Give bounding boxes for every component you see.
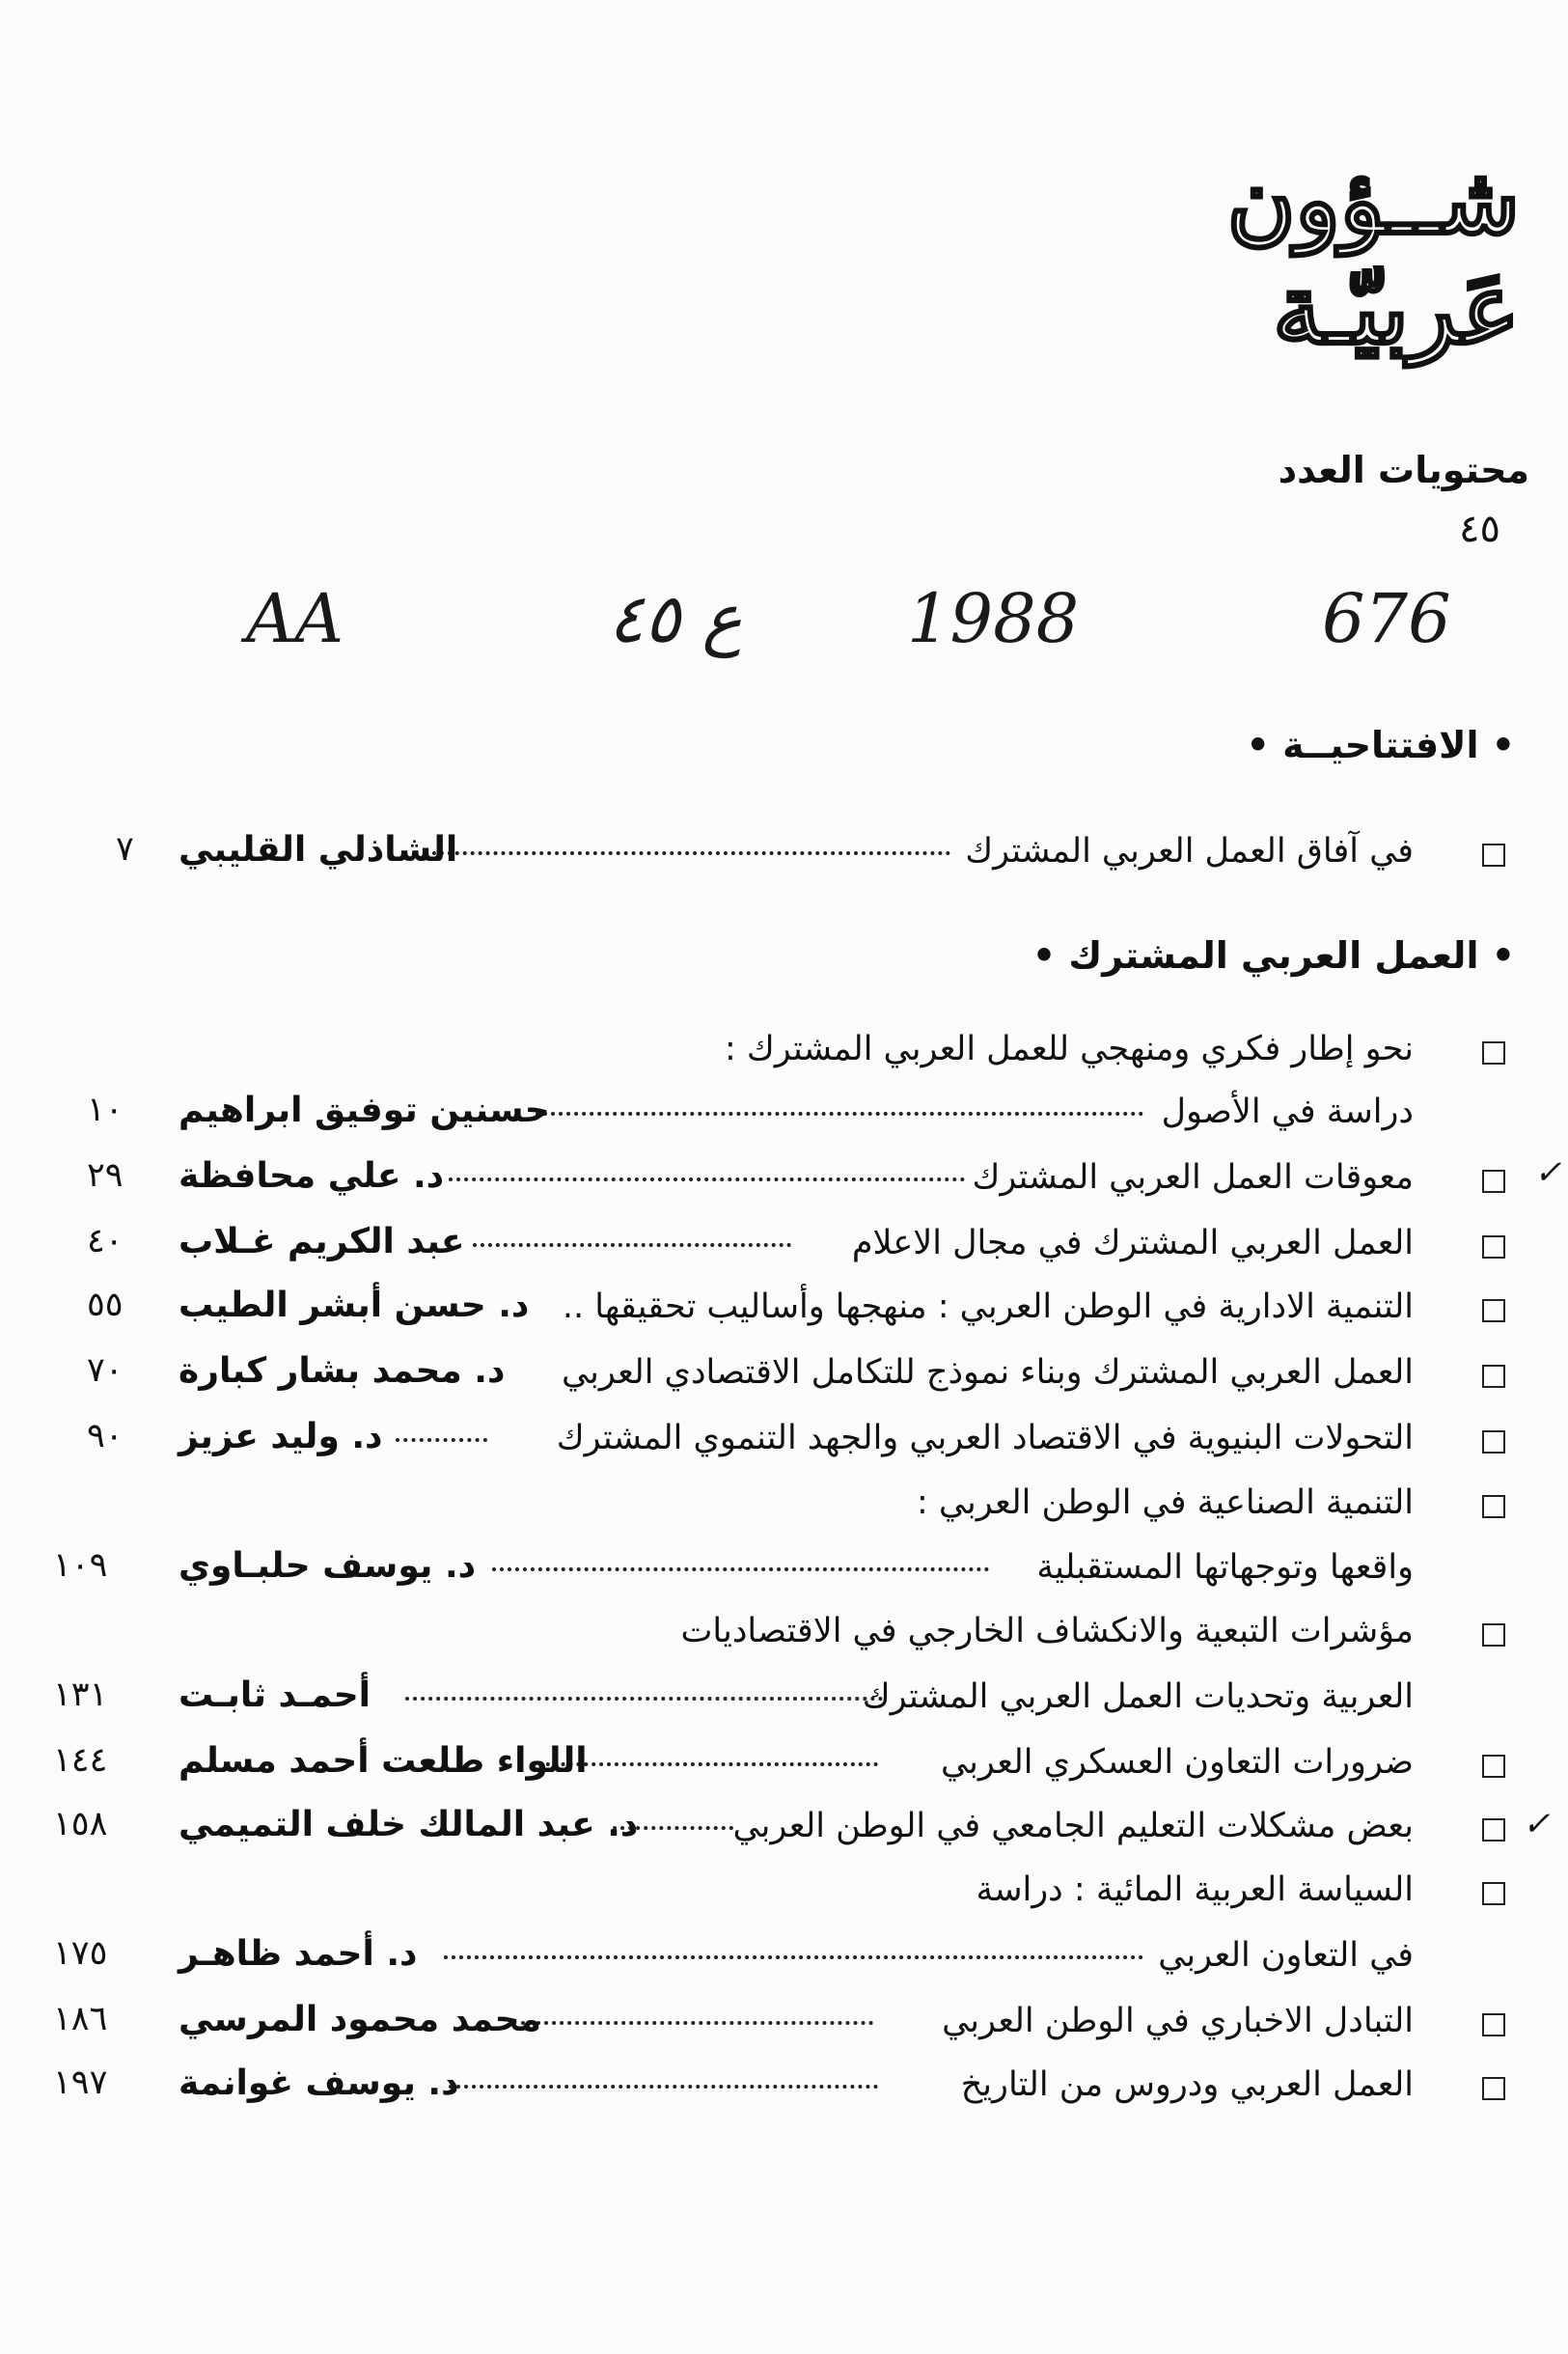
entry-page: ١٣١: [53, 1675, 108, 1714]
entry-author: حسنين توفيق ابراهيم: [179, 1091, 550, 1130]
entry-author: د. محمد بشار كبارة: [179, 1351, 506, 1391]
entry-title: بعض مشكلات التعليم الجامعي في الوطن العربي: [732, 1807, 1414, 1845]
issue-number: ٤٥: [1459, 507, 1500, 551]
toc-entry[interactable]: [0, 1741, 1568, 1795]
entry-author: د. يوسف حلبـاوي: [179, 1546, 477, 1586]
entry-page: ٩٠: [87, 1417, 124, 1455]
dot-leader: [405, 1697, 883, 1701]
checkbox-icon: [1482, 1041, 1505, 1065]
dot-leader: [449, 1177, 965, 1181]
entry-author: د. وليد عزيز: [179, 1417, 383, 1456]
entry-title: دراسة في الأصول: [1161, 1093, 1414, 1131]
toc-entry[interactable]: [0, 1091, 1568, 1145]
entry-page: ١٩٧: [53, 2063, 108, 2102]
entry-title: السياسة العربية المائية : دراسة: [976, 1870, 1414, 1909]
toc-entry[interactable]: [0, 2000, 1568, 2054]
entry-author: د. حسن أبشر الطيب: [179, 1286, 530, 1325]
dot-leader: [449, 2085, 878, 2089]
entry-author: اللواء طلعت أحمد مسلم: [179, 1741, 588, 1781]
entry-author: د. علي محافظة: [179, 1156, 445, 1196]
toc-entry[interactable]: [0, 1675, 1568, 1730]
entry-page: ٢٩: [87, 1156, 124, 1195]
checkbox-icon: [1482, 1818, 1505, 1842]
entry-title: العمل العربي المشترك في مجال الاعلام: [851, 1224, 1414, 1262]
entry-author: عبد الكريم غـلاب: [179, 1222, 465, 1261]
handwritten-note: AA: [246, 579, 344, 658]
margin-mark: ✓: [1534, 1153, 1562, 1192]
entry-page: ٥٥: [87, 1286, 124, 1324]
toc-entry[interactable]: [0, 1610, 1568, 1664]
entry-author: د. عبد المالك خلف التميمي: [179, 1805, 639, 1844]
entry-author: د. أحمد ظاهـر: [179, 1934, 418, 1974]
entry-title: في التعاون العربي: [1158, 1936, 1414, 1975]
toc-entry[interactable]: [0, 1286, 1568, 1340]
toc-entry[interactable]: [0, 1805, 1568, 1859]
handwritten-note: 676: [1322, 579, 1451, 658]
checkbox-icon: [1482, 1495, 1505, 1518]
toc-entry[interactable]: [0, 1934, 1568, 1988]
toc-entry[interactable]: [0, 1482, 1568, 1536]
entry-title: العمل العربي ودروس من التاريخ: [960, 2065, 1414, 2104]
dot-leader: [444, 1955, 1143, 1959]
logo-line-2: عَربيّـة: [1273, 252, 1520, 366]
entry-author: محمد محمود المرسي: [179, 2000, 541, 2039]
dot-leader: [521, 2021, 873, 2025]
entry-page: ١٠٩: [53, 1546, 108, 1585]
checkbox-icon: [1482, 1365, 1505, 1388]
entry-title: واقعها وتوجهاتها المستقبلية: [1036, 1548, 1414, 1587]
toc-entry[interactable]: [0, 2063, 1568, 2118]
margin-mark: ✓: [1523, 1805, 1551, 1843]
toc-entry[interactable]: [0, 830, 1568, 884]
entry-author: أحمـد ثابـت: [179, 1675, 371, 1715]
dot-leader: [492, 1567, 989, 1571]
toc-entry[interactable]: [0, 1156, 1568, 1210]
dot-leader: [425, 851, 950, 855]
checkbox-icon: [1482, 1170, 1505, 1193]
dot-leader: [396, 1438, 487, 1442]
handwritten-note: ع ٤٥: [608, 579, 743, 658]
toc-entry[interactable]: [0, 1417, 1568, 1471]
entry-title: التنمية الادارية في الوطن العربي : منهجها وأساليب تحقيقها ..: [562, 1288, 1414, 1326]
section-heading: • الافتتاحيــة •: [1246, 724, 1515, 766]
entry-title: ضرورات التعاون العسكري العربي: [940, 1743, 1414, 1782]
contents-title: محتويات العدد: [1278, 449, 1529, 491]
checkbox-icon: [1482, 1235, 1505, 1259]
entry-author: الشاذلي القليبي: [179, 830, 458, 870]
journal-logo: [1172, 146, 1520, 376]
entry-page: ١٨٦: [53, 2000, 108, 2038]
entry-page: ١٤٤: [53, 1741, 108, 1780]
dot-leader: [473, 1243, 791, 1247]
entry-title: معوقات العمل العربي المشترك: [972, 1158, 1414, 1197]
dot-leader: [536, 1112, 1143, 1116]
entry-page: ١٧٥: [53, 1934, 108, 1973]
toc-entry[interactable]: [0, 1351, 1568, 1405]
checkbox-icon: [1482, 1299, 1505, 1322]
checkbox-icon: [1482, 1623, 1505, 1647]
entry-page: ١٠: [87, 1091, 124, 1129]
entry-title: في آفاق العمل العربي المشترك: [965, 832, 1414, 871]
section-heading: • العمل العربي المشترك •: [1032, 934, 1515, 977]
handwritten-note: 1988: [907, 579, 1080, 658]
entry-page: ٧٠: [87, 1351, 124, 1390]
checkbox-icon: [1482, 1755, 1505, 1778]
entry-title: العمل العربي المشترك وبناء نموذج للتكامل الاقتصادي العربي: [561, 1353, 1414, 1392]
entry-title: التنمية الصناعية في الوطن العربي :: [916, 1483, 1414, 1522]
entry-title: العربية وتحديات العمل العربي المشترك: [862, 1677, 1414, 1716]
entry-title: التبادل الاخباري في الوطن العربي: [942, 2002, 1414, 2040]
entry-page: ١٥٨: [53, 1805, 108, 1843]
entry-author: د. يوسف غوانمة: [179, 2063, 459, 2103]
toc-entry[interactable]: [0, 1869, 1568, 1923]
entry-title: التحولات البنيوية في الاقتصاد العربي والجهد التنموي المشترك: [556, 1419, 1414, 1457]
logo-line-1: شــؤون: [1226, 146, 1520, 255]
entry-title: مؤشرات التبعية والانكشاف الخارجي في الاقتصاديات: [680, 1612, 1414, 1650]
entry-title: نحو إطار فكري ومنهجي للعمل العربي المشترك :: [724, 1030, 1414, 1068]
toc-entry[interactable]: [0, 1028, 1568, 1082]
toc-entry[interactable]: [0, 1222, 1568, 1276]
checkbox-icon: [1482, 1430, 1505, 1454]
toc-entry[interactable]: [0, 1546, 1568, 1600]
checkbox-icon: [1482, 2013, 1505, 2036]
checkbox-icon: [1482, 2077, 1505, 2100]
checkbox-icon: [1482, 1882, 1505, 1905]
entry-page: ٧: [116, 830, 134, 869]
entry-page: ٤٠: [87, 1222, 124, 1260]
checkbox-icon: [1482, 844, 1505, 867]
